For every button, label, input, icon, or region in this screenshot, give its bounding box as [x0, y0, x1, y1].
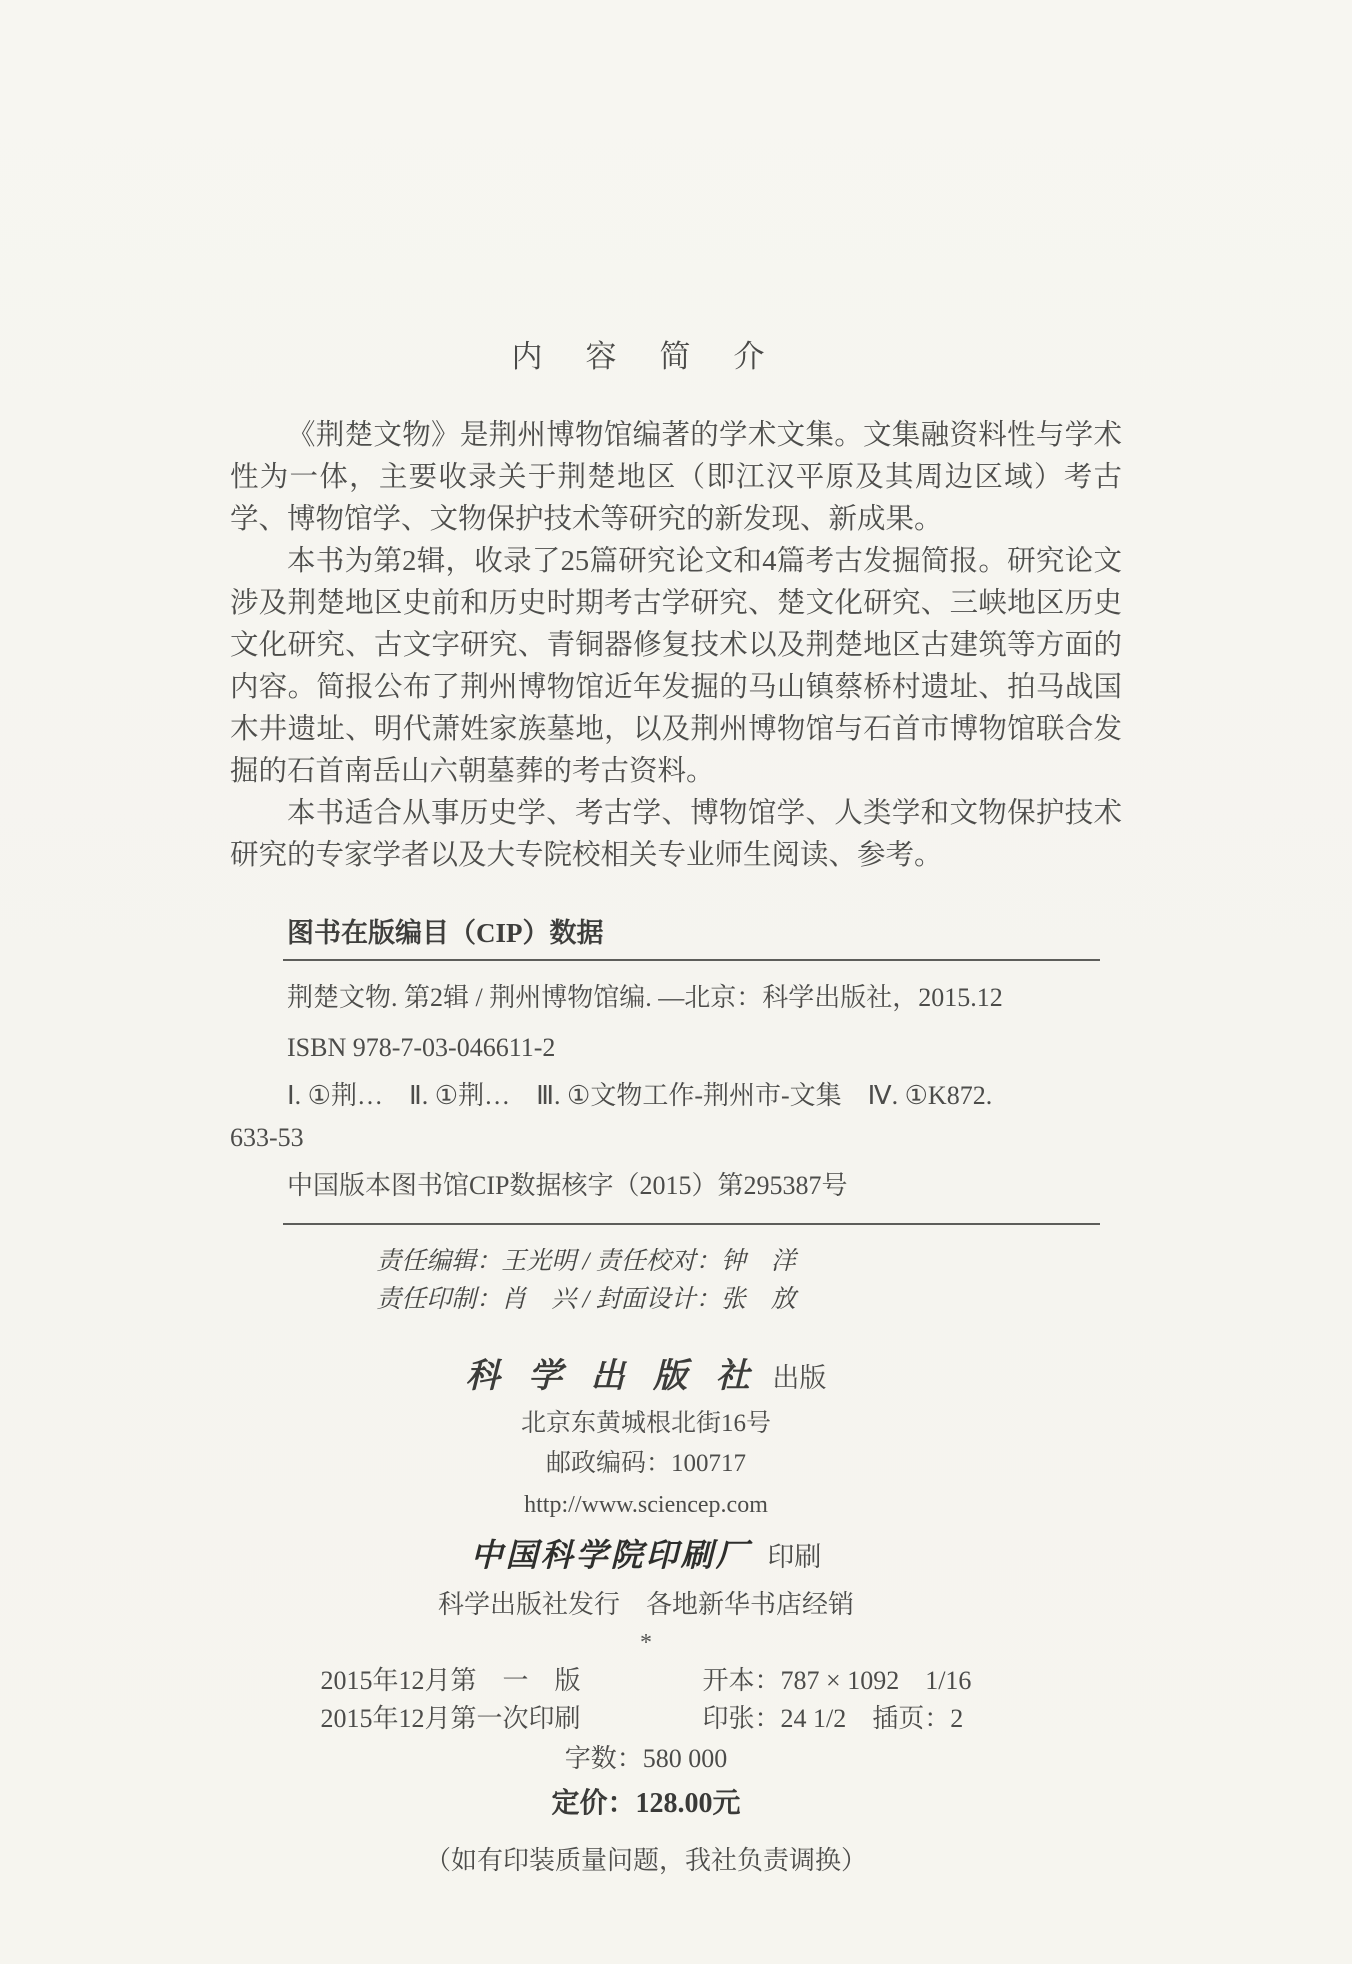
cip-registry-line: 中国版本图书馆CIP数据核字（2015）第295387号	[287, 1171, 848, 1200]
printer-suffix: 印刷	[767, 1542, 822, 1572]
separator-asterisk: *	[640, 1630, 652, 1656]
intro-paragraph-1: 《荆楚文物》是荆州博物馆编著的学术文集。文集融资料性与学术性为一体，主要收录关于荆楚地区（即江汉平原及其周边区域）考古学、博物馆学、文物保护技术等研究的新发现、新成果。	[230, 420, 1122, 535]
cip-isbn-line: ISBN 978-7-03-046611-2	[287, 1033, 556, 1062]
edition-row	[321, 1664, 972, 1698]
imprint-block	[230, 1359, 1062, 1878]
cip-data-block	[230, 917, 1122, 1225]
cip-title-line: 荆楚文物. 第2辑 / 荆州博物馆编. —北京：科学出版社，2015.12	[287, 983, 1003, 1012]
quality-note-line: （如有印装质量问题，我社负责调换）	[424, 1846, 867, 1875]
credits-production-line: 责任印制：肖 兴 / 封面设计：张 放	[376, 1286, 796, 1313]
edition-spec-table	[321, 1664, 972, 1736]
section-title: 内 容 简 介	[511, 339, 771, 374]
publisher-suffix: 出版	[772, 1363, 827, 1393]
publisher-website: http://www.sciencep.com	[524, 1492, 768, 1518]
printing-date: 2015年12月第一次印刷	[320, 1704, 581, 1733]
cip-bottom-rule	[283, 1223, 1100, 1225]
cip-top-rule	[283, 959, 1100, 961]
cip-classification-line: Ⅰ. ①荆… Ⅱ. ①荆… Ⅲ. ①文物工作-荆州市-文集 Ⅳ. ①K872.	[287, 1081, 993, 1110]
publisher-postcode: 邮政编码：100717	[545, 1450, 746, 1477]
printer-line	[230, 1536, 1062, 1576]
word-count-line: 字数：580 000	[564, 1744, 728, 1773]
edition-date: 2015年12月第 一 版	[320, 1666, 581, 1695]
publisher-line	[230, 1359, 1062, 1396]
intro-paragraph-2: 本书为第2辑，收录了25篇研究论文和4篇考古发掘简报。研究论文涉及荆楚地区史前和历史时期考古学研究、楚文化研究、三峡地区历史文化研究、古文字研究、青铜器修复技术以及荆楚地区古建筑等方面的内容。简报公布了荆州博物馆近年发掘的马山镇蔡桥村遗址、拍马战国木井遗址、明代萧姓家族墓地，以及荆州博物馆与石首市博物馆联合发掘的石首南岳山六朝墓葬的考古资料。	[230, 546, 1122, 787]
printing-row	[321, 1702, 972, 1736]
page-content-column	[230, 0, 1122, 1878]
printer-logo: 中国科学院印刷厂	[470, 1537, 751, 1573]
price-line: 定价：128.00元	[551, 1788, 741, 1819]
format-spec: 开本：787 × 1092 1/16	[702, 1666, 972, 1695]
credits-editors-line: 责任编辑：王光明 / 责任校对：钟 洋	[376, 1248, 796, 1275]
publisher-logo: 科 学 出 版 社	[465, 1358, 760, 1395]
publisher-address: 北京东黄城根北街16号	[520, 1410, 771, 1437]
sheets-spec: 印张：24 1/2 插页：2	[702, 1704, 964, 1733]
cip-classification-continuation: 633-53	[230, 1123, 304, 1152]
cip-heading: 图书在版编目（CIP）数据	[287, 918, 604, 948]
credits-block	[230, 1243, 942, 1319]
distribution-line: 科学出版社发行 各地新华书店经销	[437, 1590, 854, 1619]
intro-paragraph-3: 本书适合从事历史学、考古学、博物馆学、人类学和文物保护技术研究的专家学者以及大专院校相关专业师生阅读、参考。	[230, 798, 1122, 871]
